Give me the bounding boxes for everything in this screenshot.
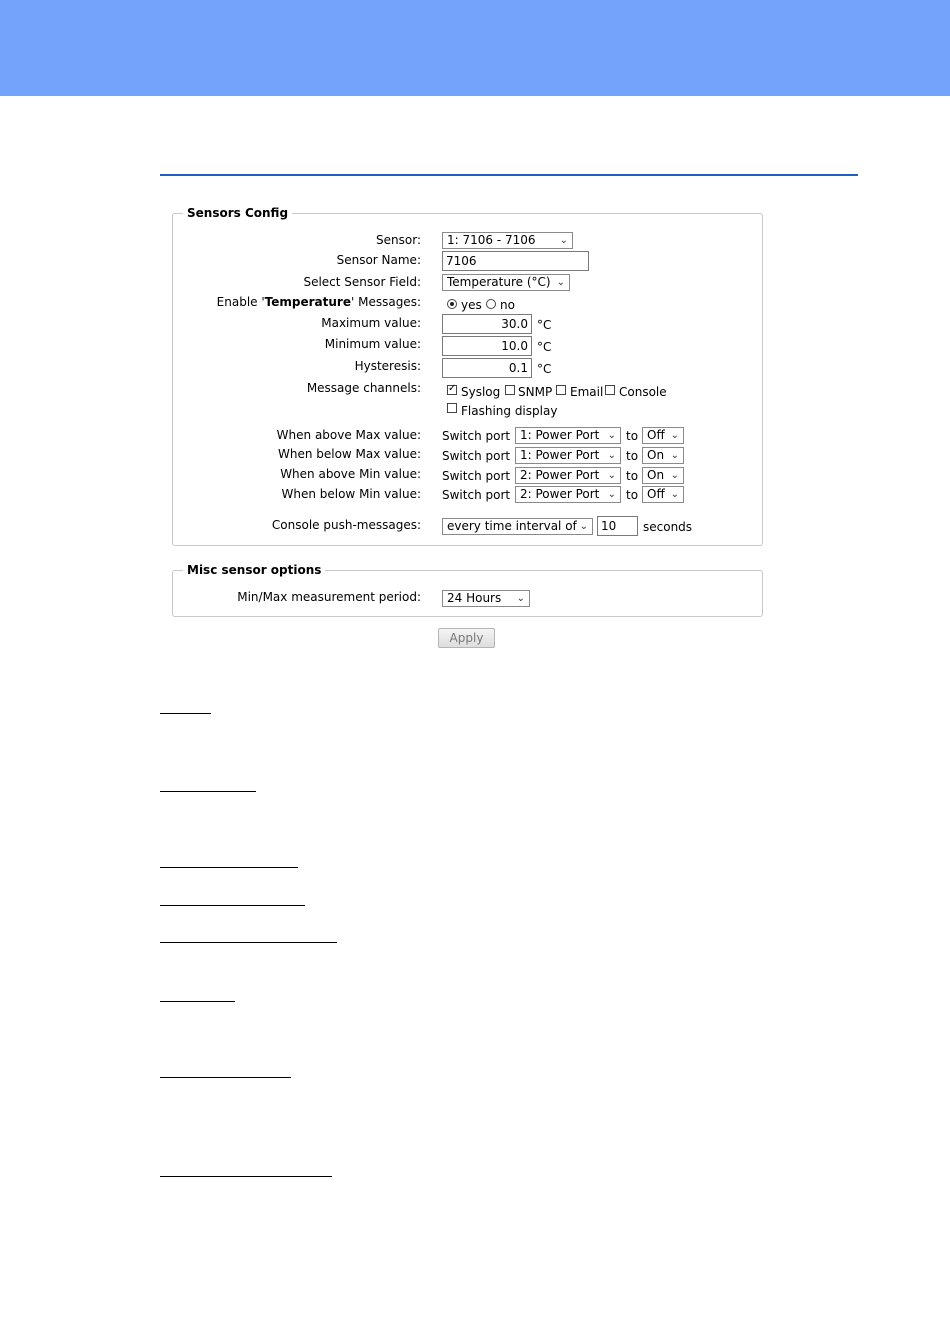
sensor-label: Sensor: bbox=[376, 233, 421, 247]
chevron-down-icon: ⌄ bbox=[559, 235, 568, 246]
misc-options-legend: Misc sensor options bbox=[183, 563, 325, 577]
port-value: 2: Power Port bbox=[520, 468, 600, 482]
rule-above-max-port-select[interactable] bbox=[515, 427, 621, 444]
hysteresis-label: Hysteresis: bbox=[354, 359, 421, 373]
sensors-config-legend: Sensors Config bbox=[183, 206, 292, 220]
seconds-text: seconds bbox=[643, 520, 693, 534]
flashing-display-label: Flashing display bbox=[461, 404, 558, 418]
apply-button[interactable]: Apply bbox=[438, 628, 495, 648]
sensor-select-value: 1: 7106 - 7106 bbox=[447, 233, 536, 247]
console-label: Console bbox=[619, 385, 667, 399]
enable-no-label: no bbox=[500, 298, 515, 312]
syslog-checkbox[interactable] bbox=[447, 385, 457, 395]
chevron-down-icon: ⌄ bbox=[670, 489, 679, 500]
heading-underline bbox=[160, 1001, 235, 1002]
rule-below-min-port-select[interactable] bbox=[515, 486, 621, 503]
flashing-display-checkbox[interactable] bbox=[447, 403, 457, 413]
console-push-interval-input[interactable]: 10 bbox=[597, 516, 638, 536]
rule-below-max-label: When below Max value: bbox=[277, 447, 421, 461]
chevron-down-icon: ⌄ bbox=[607, 430, 616, 441]
max-value-label: Maximum value: bbox=[321, 316, 421, 330]
state-value: On bbox=[647, 448, 665, 462]
sensor-field-value: Temperature (°C) bbox=[447, 275, 551, 289]
port-value: 1: Power Port bbox=[520, 428, 600, 442]
rule-above-min-port-select[interactable] bbox=[515, 467, 621, 484]
heading-underline bbox=[160, 791, 256, 792]
sensor-name-label: Sensor Name: bbox=[336, 253, 421, 267]
to-text: to bbox=[626, 469, 639, 483]
hysteresis-unit: °C bbox=[537, 362, 552, 376]
rule-below-min-state-select[interactable] bbox=[642, 486, 684, 503]
chevron-down-icon: ⌄ bbox=[516, 593, 525, 604]
chevron-down-icon: ⌄ bbox=[579, 521, 588, 532]
to-text: to bbox=[626, 488, 639, 502]
heading-underline bbox=[160, 1077, 291, 1078]
section-divider bbox=[160, 174, 858, 176]
message-channels-label: Message channels: bbox=[306, 381, 421, 395]
period-value: 24 Hours bbox=[447, 591, 502, 605]
snmp-checkbox[interactable] bbox=[505, 385, 515, 395]
console-push-label: Console push-messages: bbox=[271, 518, 421, 532]
checkmark-icon: ✓ bbox=[448, 383, 457, 394]
max-unit: °C bbox=[537, 318, 552, 332]
heading-underline bbox=[160, 905, 305, 906]
state-value: On bbox=[647, 468, 665, 482]
snmp-label: SNMP bbox=[518, 385, 553, 399]
sensor-field-label: Select Sensor Field: bbox=[303, 275, 421, 289]
email-checkbox[interactable] bbox=[556, 385, 566, 395]
chevron-down-icon: ⌄ bbox=[670, 450, 679, 461]
chevron-down-icon: ⌄ bbox=[607, 489, 616, 500]
min-value-input[interactable]: 10.0 bbox=[442, 336, 532, 356]
enable-yes-label: yes bbox=[461, 298, 482, 312]
max-value-input[interactable]: 30.0 bbox=[442, 314, 532, 334]
switch-port-text: Switch port bbox=[442, 488, 511, 502]
enable-yes-radio[interactable] bbox=[447, 299, 457, 309]
console-push-mode-select[interactable] bbox=[442, 518, 593, 535]
heading-underline bbox=[160, 867, 298, 868]
port-value: 1: Power Port bbox=[520, 448, 600, 462]
push-mode-value: every time interval of bbox=[447, 519, 577, 533]
email-label: Email bbox=[570, 385, 604, 399]
heading-underline bbox=[160, 1176, 332, 1177]
hysteresis-input[interactable]: 0.1 bbox=[442, 358, 532, 378]
chevron-down-icon: ⌄ bbox=[670, 430, 679, 441]
rule-above-max-state-select[interactable] bbox=[642, 427, 684, 444]
port-value: 2: Power Port bbox=[520, 487, 600, 501]
chevron-down-icon: ⌄ bbox=[556, 277, 565, 288]
state-value: Off bbox=[647, 487, 665, 501]
radio-selected-dot bbox=[450, 302, 454, 306]
min-value-label: Minimum value: bbox=[324, 337, 421, 351]
enable-messages-label: Enable 'Temperature' Messages: bbox=[216, 295, 421, 309]
rule-below-max-state-select[interactable] bbox=[642, 447, 684, 464]
period-select[interactable] bbox=[442, 590, 530, 607]
to-text: to bbox=[626, 429, 639, 443]
rule-below-max-port-select[interactable] bbox=[515, 447, 621, 464]
sensor-select[interactable] bbox=[442, 232, 573, 249]
heading-underline bbox=[160, 713, 211, 714]
rule-below-min-label: When below Min value: bbox=[281, 487, 421, 501]
rule-above-min-label: When above Min value: bbox=[280, 467, 421, 481]
period-label: Min/Max measurement period: bbox=[237, 590, 421, 604]
syslog-label: Syslog bbox=[461, 385, 501, 399]
to-text: to bbox=[626, 449, 639, 463]
heading-underline bbox=[160, 942, 337, 943]
rule-above-min-state-select[interactable] bbox=[642, 467, 684, 484]
switch-port-text: Switch port bbox=[442, 429, 511, 443]
header-banner bbox=[0, 0, 950, 96]
switch-port-text: Switch port bbox=[442, 469, 511, 483]
console-checkbox[interactable] bbox=[605, 385, 615, 395]
switch-port-text: Switch port bbox=[442, 449, 511, 463]
chevron-down-icon: ⌄ bbox=[607, 470, 616, 481]
rule-above-max-label: When above Max value: bbox=[276, 428, 421, 442]
enable-no-radio[interactable] bbox=[486, 299, 496, 309]
min-unit: °C bbox=[537, 340, 552, 354]
state-value: Off bbox=[647, 428, 665, 442]
sensor-field-select[interactable] bbox=[442, 274, 570, 291]
chevron-down-icon: ⌄ bbox=[607, 450, 616, 461]
sensor-name-input[interactable]: 7106 bbox=[442, 251, 589, 271]
chevron-down-icon: ⌄ bbox=[670, 470, 679, 481]
